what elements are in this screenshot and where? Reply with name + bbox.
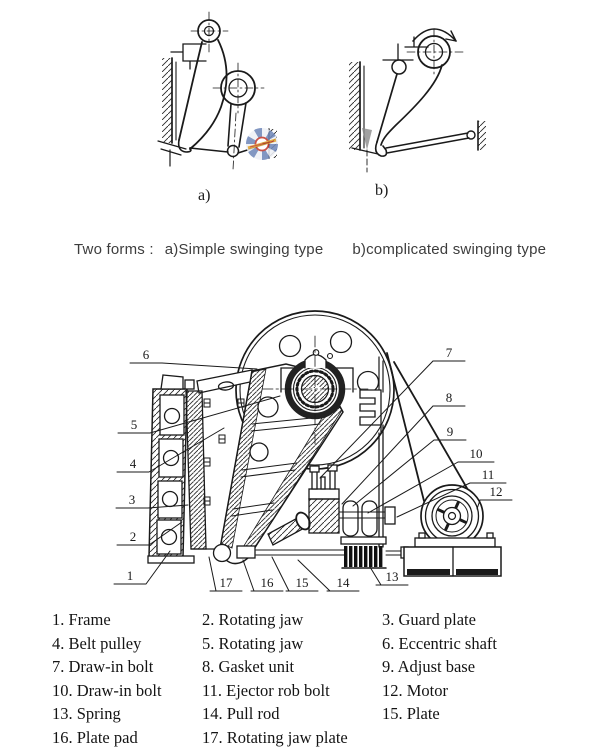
callout-14: 14 (336, 575, 350, 590)
callout-11: 11 (481, 467, 495, 482)
top-figures (0, 0, 601, 228)
callout-1: 1 (126, 568, 134, 583)
callout-13: 13 (385, 569, 399, 584)
caption-item-a: a)Simple swinging type (164, 241, 324, 258)
callout-4: 4 (129, 456, 137, 471)
part-item: 6. Eccentric shaft (382, 633, 497, 653)
part-item: 4. Belt pulley (52, 633, 142, 653)
spring (341, 537, 408, 568)
parts-row (0, 702, 601, 726)
caption-prefix: Two forms : (74, 241, 154, 258)
caption-item-b: b)complicated swinging type (352, 241, 547, 258)
callout-16: 16 (260, 575, 274, 590)
callout-3: 3 (128, 492, 136, 507)
part-item: 2. Rotating jaw (202, 610, 304, 629)
callout-17: 17 (219, 575, 233, 590)
callout-5: 5 (130, 417, 138, 432)
figure-caption (74, 241, 594, 258)
part-item: 1. Frame (52, 610, 111, 629)
figure-b-label: b) (375, 182, 389, 199)
parts-row (0, 655, 601, 679)
parts-list (0, 608, 601, 750)
motor-base (404, 533, 501, 576)
part-item: 15. Plate (382, 704, 440, 724)
part-item: 11. Ejector rob bolt (202, 680, 330, 700)
callout-10: 10 (469, 446, 483, 461)
fixed-jaw-assembly (148, 375, 206, 563)
callout-15: 15 (295, 575, 309, 590)
parts-row (0, 726, 601, 750)
part-item: 13. Spring (52, 704, 121, 724)
figure-a-label: a) (198, 187, 211, 204)
part-item: 14. Pull rod (202, 704, 280, 724)
part-item: 9. Adjust base (382, 657, 476, 677)
figure-complicated-swinging (349, 29, 486, 172)
callout-8: 8 (445, 390, 453, 405)
callout-7: 7 (445, 345, 453, 360)
part-item: 7. Draw-in bolt (52, 657, 154, 677)
parts-row (0, 679, 601, 703)
callout-12: 12 (489, 484, 503, 499)
callout-2: 2 (129, 529, 137, 544)
part-item: 17. Rotating jaw plate (202, 727, 348, 747)
part-item (382, 726, 601, 750)
part-item: 3. Guard plate (382, 610, 476, 629)
part-item: 16. Plate pad (52, 727, 138, 747)
parts-row (0, 632, 601, 656)
callout-6: 6 (142, 347, 150, 362)
jaw-crusher-diagram (0, 280, 601, 602)
part-item: 10. Draw-in bolt (52, 680, 162, 700)
callout-9: 9 (446, 424, 454, 439)
parts-row (0, 608, 601, 632)
part-item: 8. Gasket unit (202, 657, 295, 677)
part-item: 12. Motor (382, 680, 448, 700)
part-item: 5. Rotating jaw (202, 633, 304, 653)
watermark-logo (246, 128, 278, 160)
